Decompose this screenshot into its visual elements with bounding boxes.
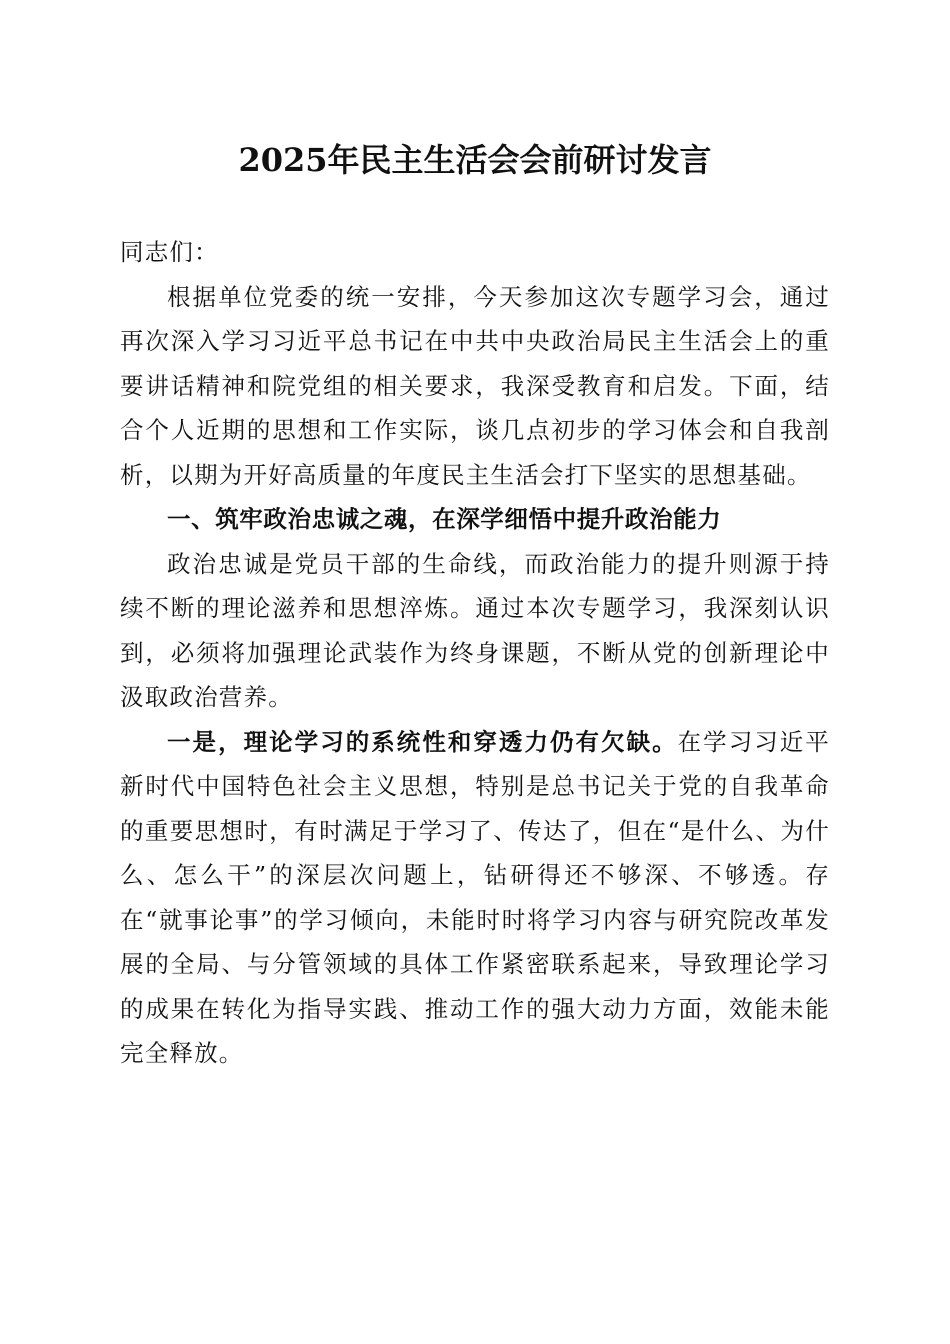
point-paragraph bbox=[120, 720, 830, 1076]
document-body bbox=[120, 230, 830, 1076]
section-heading: 一、筑牢政治忠诚之魂，在深学细悟中提升政治能力 bbox=[167, 505, 722, 533]
section-paragraph: 政治忠诚是党员干部的生命线，而政治能力的提升则源于持续不断的理论滋养和思想淬炼。通过本次专题学习，我深刻认识到，必须将加强理论武装作为终身课题，不断从党的创新理论中汲取政治营养。 bbox=[120, 549, 830, 711]
salutation: 同志们： bbox=[120, 238, 219, 266]
document-title: 2025年民主生活会会前研讨发言 bbox=[238, 141, 712, 179]
point-lead: 一是，理论学习的系统性和穿透力仍有欠缺。 bbox=[167, 727, 678, 756]
intro-paragraph: 根据单位党委的统一安排，今天参加这次专题学习会，通过再次深入学习习近平总书记在中共中央政治局民主生活会上的重要讲话精神和院党组的相关要求，我深受教育和启发。下面，结合个人近期的思想和工作实际，谈几点初步的学习体会和自我剖析，以期为开好高质量的年度民主生活会打下坚实的思想基础。 bbox=[120, 282, 830, 489]
point-body: 在学习习近平新时代中国特色社会主义思想，特别是总书记关于党的自我革命的重要思想时，有时满足于学习了、传达了，但在“是什么、为什么、怎么干”的深层次问题上，钻研得还不够深、不够透。存在“就事论事”的学习倾向，未能时时将学习内容与研究院改革发展的全局、与分管领域的具体工作紧密联系起来，导致理论学习的成果在转化为指导实践、推动工作的强大动力方面，效能未能完全释放。 bbox=[120, 727, 831, 1067]
